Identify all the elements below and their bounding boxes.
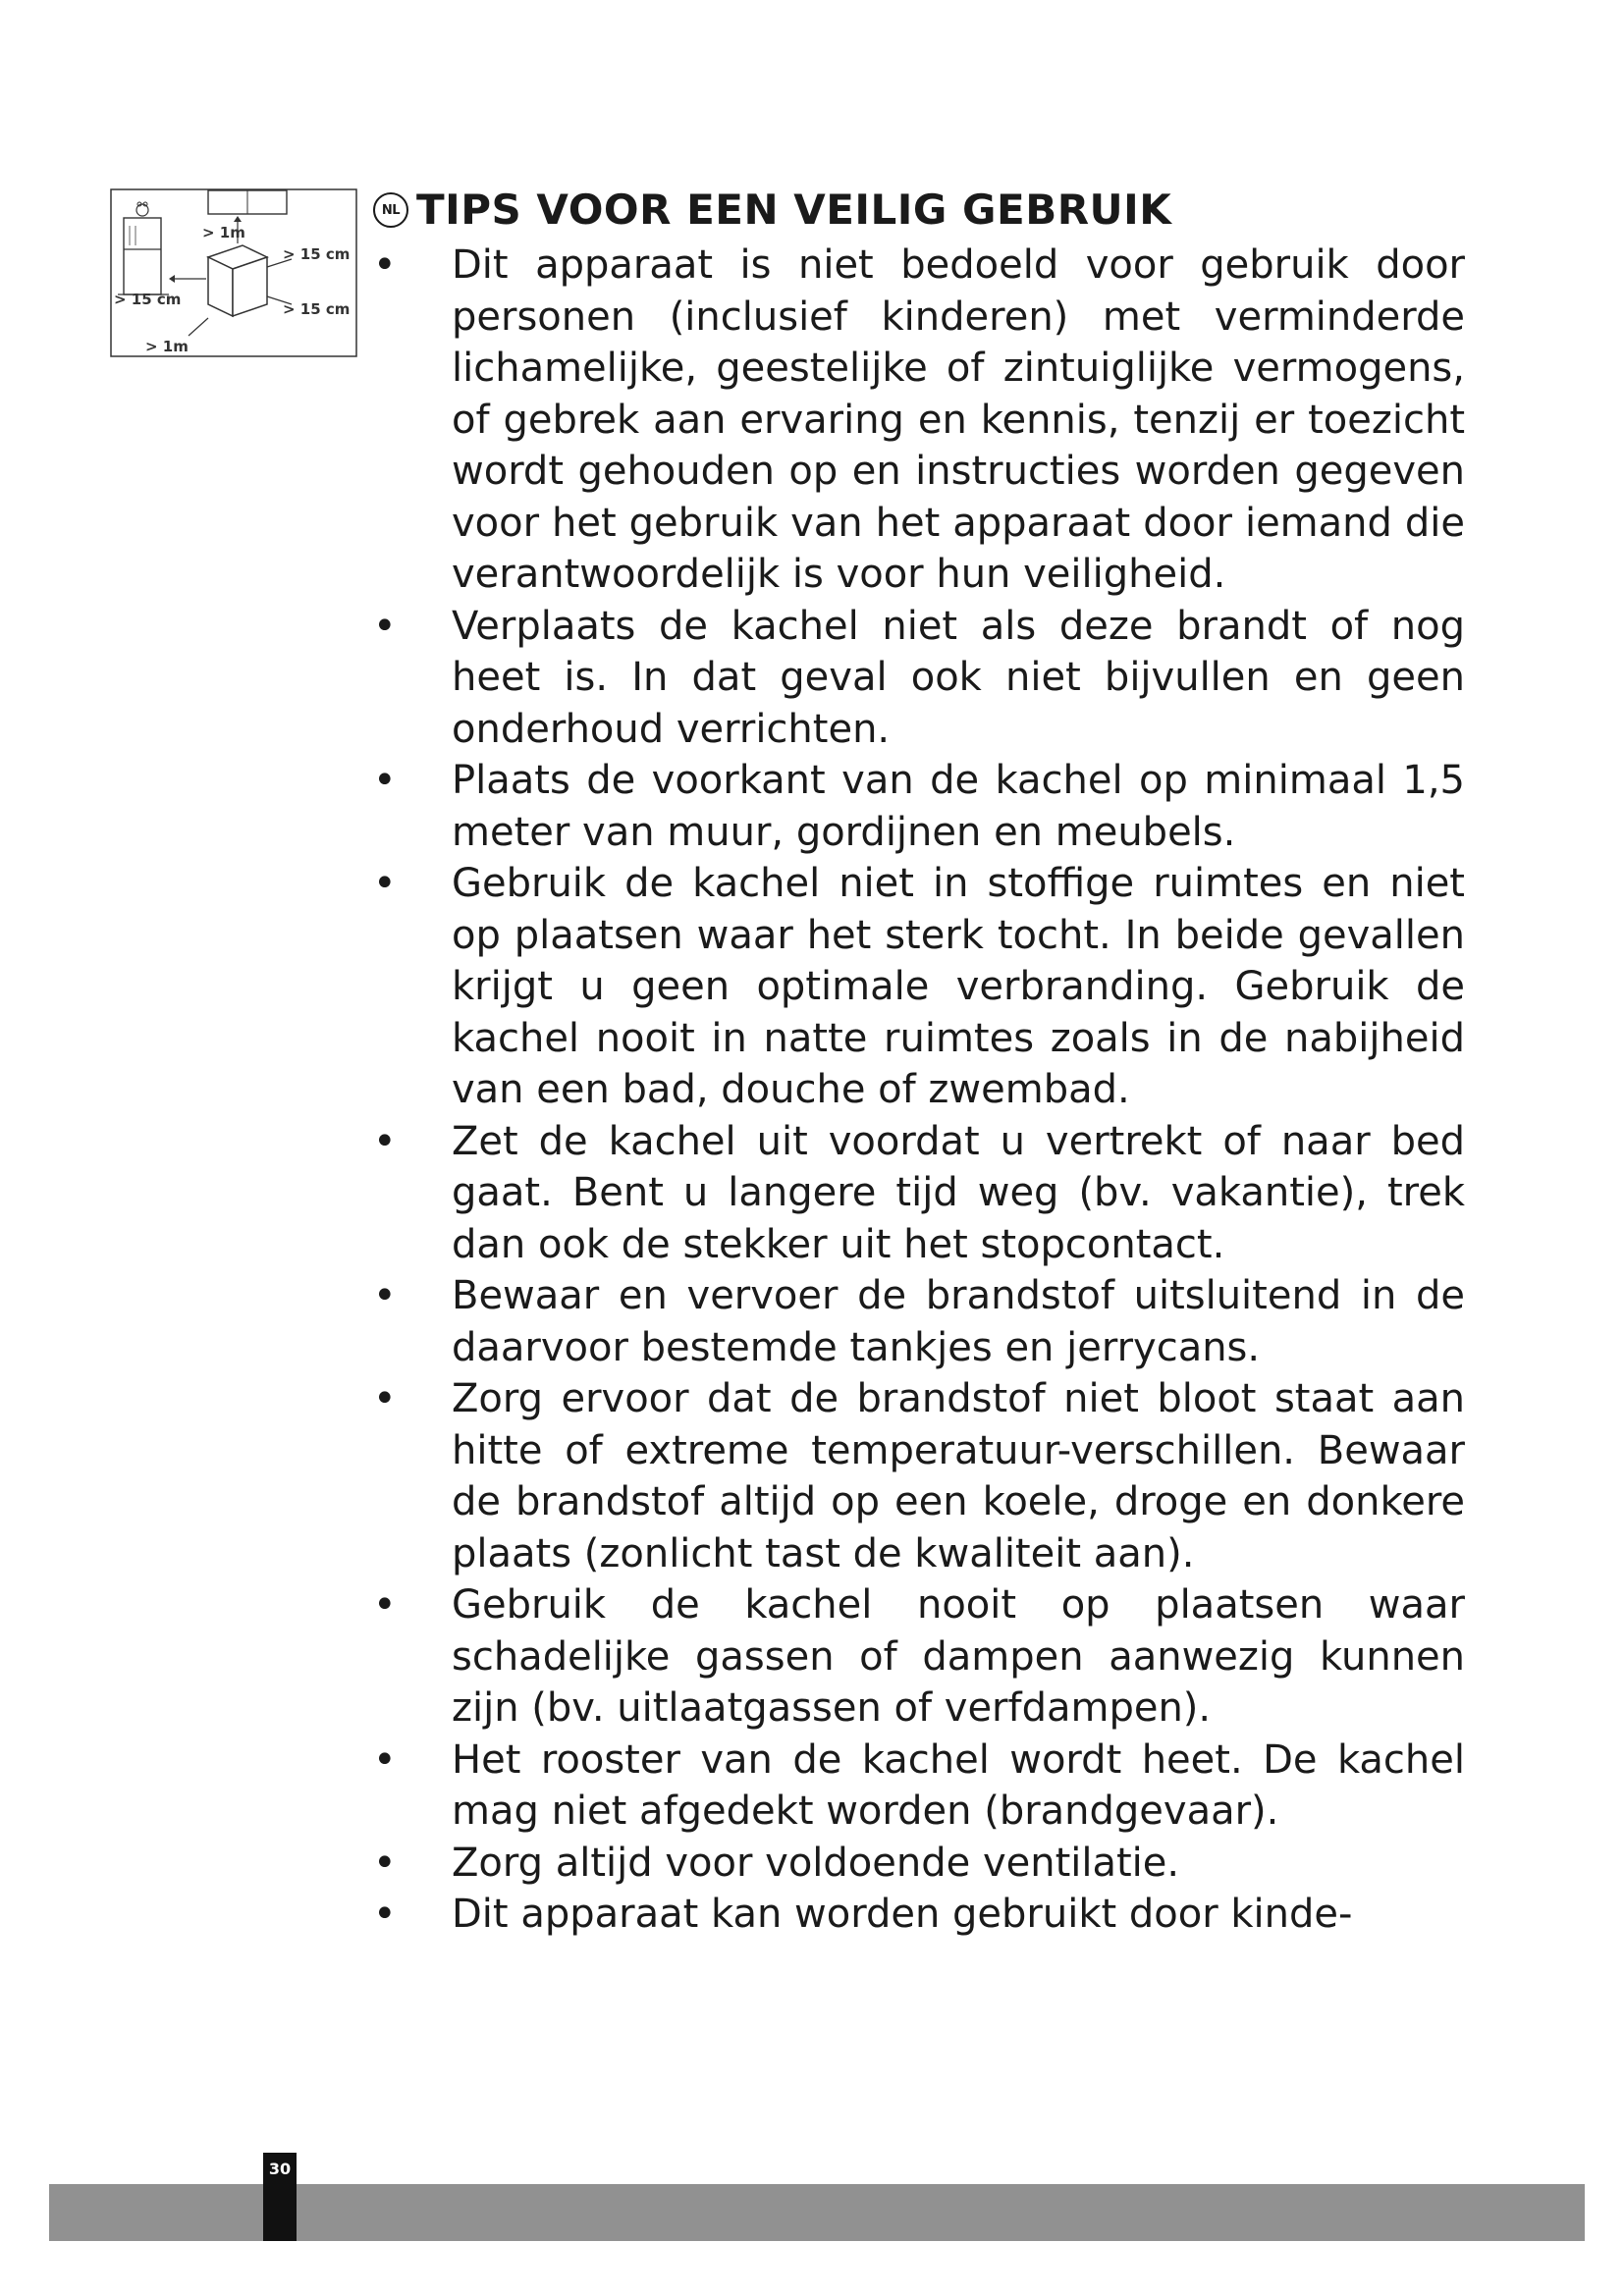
bullet-icon: •	[373, 1376, 397, 1421]
bullet-icon: •	[373, 758, 397, 803]
tips-list	[365, 240, 1465, 1941]
tip-text: Plaats de voorkant van de kachel op minimaal 1,5 meter van muur, gordijnen en meubels.	[452, 758, 1465, 855]
language-badge-icon: NL	[373, 192, 408, 228]
bullet-icon: •	[373, 1118, 397, 1164]
bullet-icon: •	[373, 603, 397, 649]
tip-text: Zorg altijd voor voldoende ventilatie.	[452, 1840, 1180, 1886]
tip-item	[365, 1838, 1465, 1890]
tip-item	[365, 601, 1465, 756]
diagram-label-left: > 15 cm	[114, 291, 182, 308]
diagram-label-right-upper: > 15 cm	[283, 245, 351, 263]
tip-item	[365, 858, 1465, 1116]
clearance-diagram	[110, 188, 357, 357]
tip-item	[365, 1373, 1465, 1579]
tip-item	[365, 1889, 1465, 1941]
diagram-label-right-lower: > 15 cm	[283, 300, 351, 318]
bullet-icon: •	[373, 1736, 397, 1783]
tip-item	[365, 1579, 1465, 1735]
tip-text: Gebruik de kachel nooit op plaatsen waar schadelijke gassen of dampen aanwezig kunnen zijn (bv. uitlaatgassen of verfdampen).	[452, 1582, 1465, 1731]
tip-text: Het rooster van de kachel wordt heet. De kachel mag niet afgedekt worden (brandgevaar).	[452, 1736, 1465, 1834]
page-title: TIPS VOOR EEN VEILIG GEBRUIK	[416, 186, 1172, 234]
tip-text: Bewaar en vervoer de brandstof uitsluitend in de daarvoor bestemde tankjes en jerrycans.	[452, 1273, 1465, 1370]
tip-item	[365, 755, 1465, 858]
tip-item	[365, 240, 1465, 601]
diagram-label-top: > 1m	[202, 224, 245, 241]
tip-item	[365, 1735, 1465, 1838]
tip-text: Gebruik de kachel niet in stoffige ruimtes en niet op plaatsen waar het sterk tocht. In beide gevallen krijgt u geen optimale verbranding. Gebruik de kachel nooit in natte ruimtes zoals in de nabijheid van een bad, douche of zwembad.	[452, 861, 1465, 1112]
bullet-icon: •	[373, 861, 397, 906]
tip-item	[365, 1116, 1465, 1271]
page-number: 30	[263, 2153, 297, 2241]
tip-text: Zet de kachel uit voordat u vertrekt of naar bed gaat. Bent u langere tijd weg (bv. vakantie), trek dan ook de stekker uit het stopcontact.	[452, 1118, 1465, 1267]
diagram-label-bottom: > 1m	[145, 338, 189, 355]
section-heading	[373, 185, 1171, 236]
bullet-icon: •	[373, 1582, 397, 1628]
bullet-icon: •	[373, 1840, 397, 1886]
tip-text: Verplaats de kachel niet als deze brandt of nog heet is. In dat geval ook niet bijvullen en geen onderhoud verrichten.	[452, 603, 1465, 752]
tip-text: Dit apparaat is niet bedoeld voor gebruik door personen (inclusief kinderen) met verminderde lichamelijke, geestelijke of zintuiglijke vermogens, of gebrek aan ervaring en kennis, tenzij er toezicht wordt gehouden op en instructies worden gegeven voor het gebruik van het apparaat door iemand die verantwoordelijk is voor hun veiligheid.	[452, 242, 1465, 597]
bullet-icon: •	[373, 1892, 397, 1937]
bullet-icon: •	[373, 1273, 397, 1318]
tip-text: Dit apparaat kan worden gebruikt door kinde-	[452, 1892, 1353, 1937]
bullet-icon: •	[373, 242, 397, 288]
tip-text: Zorg ervoor dat de brandstof niet bloot staat aan hitte of extreme temperatuur-verschillen. Bewaar de brandstof altijd op een koele, droge en donkere plaats (zonlicht tast de kwaliteit aan).	[452, 1376, 1465, 1576]
tip-item	[365, 1270, 1465, 1373]
